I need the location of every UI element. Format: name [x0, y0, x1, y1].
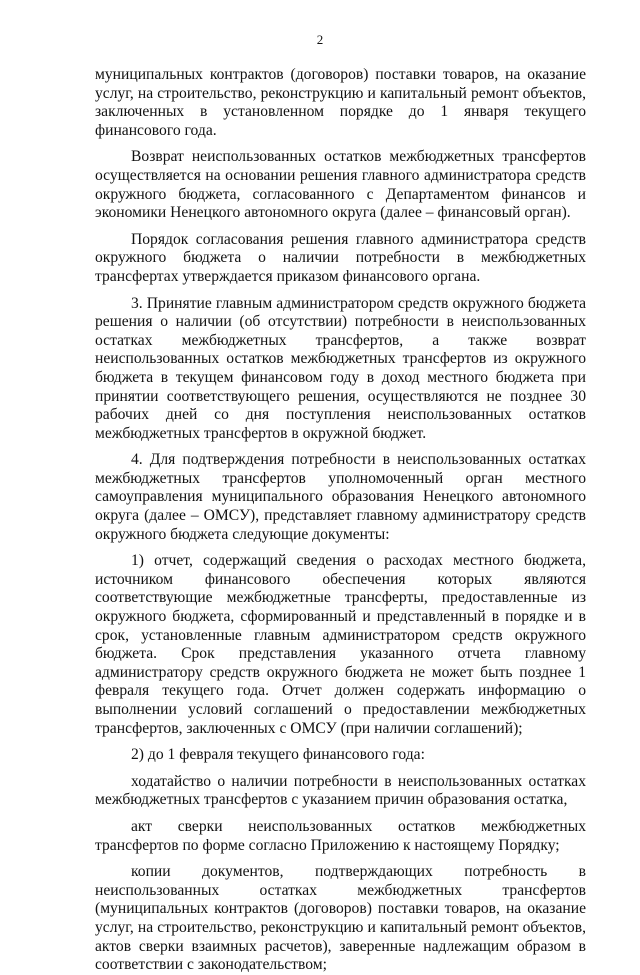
paragraph-continuation: муниципальных контрактов (договоров) поставки товаров, на оказание услуг, на строительство, реконструкцию и капитальный ремонт объектов, заключенных в установленном порядке до 1 января текущего финансового года. — [95, 66, 586, 139]
paragraph-document-copies: копии документов, подтверждающих потребность в неиспользованных остатках межбюджетных трансфертов (муниципальных контрактов (договоров) поставки товаров, на оказание услуг, на строительство, реконструкцию и капитальный ремонт объектов, актов сверки взаимных расчетов), заверенные надлежащим образом в соответствии с законодательством; — [95, 863, 586, 974]
paragraph-item-3: 3. Принятие главным администратором средств окружного бюджета решения о наличии (об отсутствии) потребности в неиспользованных остатках межбюджетных трансфертов, а также возврат неиспользованных остатков межбюджетных трансфертов из окружного бюджета в текущем финансовом году в доход местного бюджета при принятии соответствующего решения, осуществляются не позднее 30 рабочих дней со дня поступления неиспользованных остатков межбюджетных трансфертов в окружной бюджет. — [95, 294, 586, 442]
document-body — [95, 66, 586, 975]
paragraph-return-of-balances: Возврат неиспользованных остатков межбюджетных трансфертов осуществляется на основании решения главного администратора средств окружного бюджета, согласованного с Департаментом финансов и экономики Ненецкого автономного округа (далее – финансовый орган). — [95, 148, 586, 222]
paragraph-item-4: 4. Для подтверждения потребности в неиспользованных остатках межбюджетных трансфертов уполномоченный орган местного самоуправления муниципального образования Ненецкого автономного округа (далее – ОМСУ), представляет главному администратору средств окружного бюджета следующие документы: — [95, 451, 586, 543]
paragraph-subitem-1: 1) отчет, содержащий сведения о расходах местного бюджета, источником финансового обеспечения которых являются соответствующие межбюджетные трансферты, предоставленные из окружного бюджета, сформированный и представленный в порядке и в срок, установленные главным администратором средств окружного бюджета. Срок представления указанного отчета главному администратору средств окружного бюджета не может быть позднее 1 февраля текущего года. Отчет должен содержать информацию о выполнении условий соглашений о предоставлении межбюджетных трансфертов, заключенных с ОМСУ (при наличии соглашений); — [95, 552, 586, 737]
paragraph-reconciliation-act: акт сверки неиспользованных остатков межбюджетных трансфертов по форме согласно Приложению к настоящему Порядку; — [95, 817, 586, 854]
page-number: 2 — [316, 32, 324, 47]
paragraph-petition: ходатайство о наличии потребности в неиспользованных остатках межбюджетных трансфертов с указанием причин образования остатка, — [95, 772, 586, 809]
paragraph-approval-procedure: Порядок согласования решения главного администратора средств окружного бюджета о наличии потребности в межбюджетных трансфертах утверждается приказом финансового органа. — [95, 230, 586, 285]
paragraph-subitem-2: 2) до 1 февраля текущего финансового года: — [131, 746, 425, 764]
